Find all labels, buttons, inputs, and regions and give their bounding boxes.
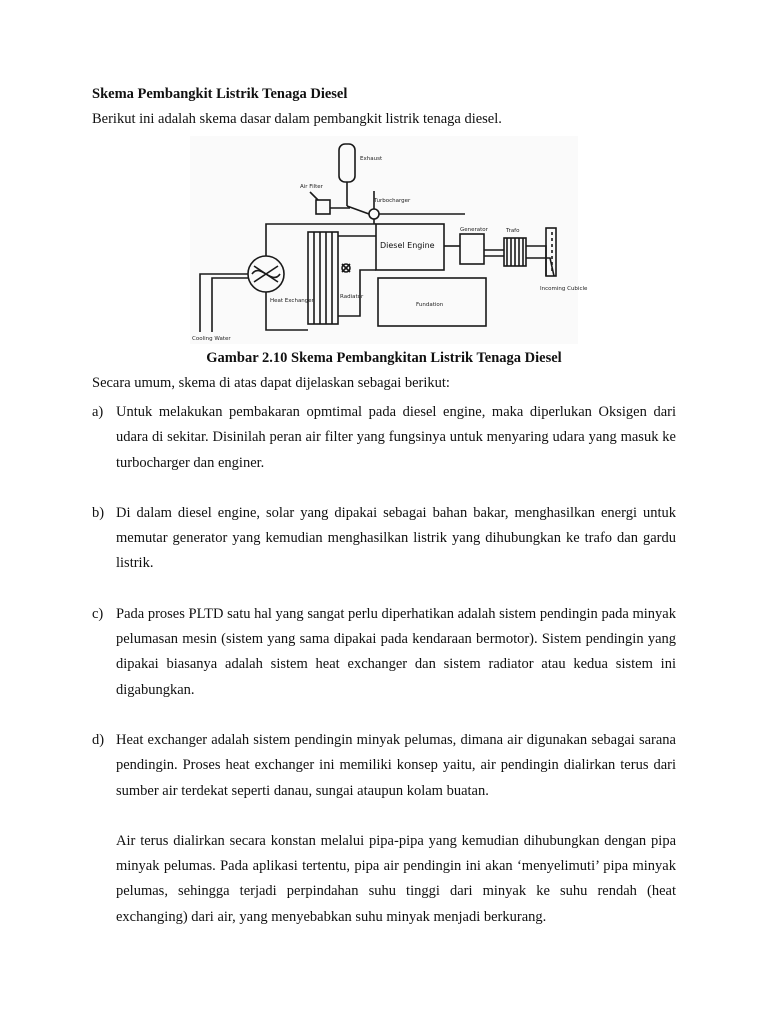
exhaust-tank <box>339 144 355 182</box>
explanation-list <box>92 400 676 930</box>
diesel-schematic-figure <box>190 136 588 344</box>
turbocharger <box>369 209 379 219</box>
list-text: Heat exchanger adalah sistem pendingin minyak pelumas, dimana air digunakan sebagai sarana pendingin. Proses heat exchanger ini memiliki konsep yaitu, air pendingin dialirkan terus dari sumber air terdekat seperti danau, sungai ataupun kolam buatan. <box>116 731 676 799</box>
diesel-schematic-diagram <box>190 136 588 344</box>
list-marker: d) <box>92 731 105 748</box>
list-item-b <box>92 501 676 577</box>
label-turbocharger: Turbocharger <box>374 198 411 204</box>
list-item-c <box>92 602 676 703</box>
list-item-d <box>92 728 676 804</box>
generator-block <box>460 234 484 264</box>
list-text: Untuk melakukan pembakaran opmtimal pada diesel engine, maka diperlukan Oksigen dari udara di sekitar. Disinilah peran air filter yang fungsinya untuk menyaring udara yang masuk ke turbocharger dan enginer. <box>116 404 676 471</box>
label-incoming-cubicle: Incoming Cubicle <box>540 286 588 292</box>
continuation-paragraph: Air terus dialirkan secara konstan melalui pipa-pipa yang kemudian dihubungkan dengan pipa minyak pelumas. Pada aplikasi tertentu, pipa air pendingin ini akan ‘menyelimuti’ pipa minyak pelumas, sehingga terjadi perpindahan suhu tinggi dari minyak ke suhu rendah (heat exchanging) dari air, yang menyebabkan suhu minyak menjadi berkurang. <box>116 832 676 925</box>
figure-caption: Gambar 2.10 Skema Pembangkitan Listrik Tenaga Diesel <box>206 350 562 366</box>
list-text: Di dalam diesel engine, solar yang dipakai sebagai bahan bakar, menghasilkan energi untuk memutar generator yang kemudian menghasilkan listrik yang dihubungkan ke trafo dan gardu listrik. <box>116 504 676 572</box>
label-cooling-water: Cooling Water <box>192 336 231 342</box>
figure-labels <box>192 156 588 342</box>
label-radiator: Radiator <box>340 294 364 300</box>
label-heat-exchanger: Heat Exchanger <box>270 298 314 304</box>
label-diesel-engine: Diesel Engine <box>380 241 435 250</box>
label-exhaust: Exhaust <box>360 156 383 162</box>
summary-text: Secara umum, skema di atas dapat dijelaskan sebagai berikut: <box>92 375 450 391</box>
radiator-block <box>308 232 338 324</box>
list-marker: c) <box>92 605 104 622</box>
label-trafo: Trafo <box>506 228 520 234</box>
label-generator: Generator <box>460 227 488 233</box>
label-fundation: Fundation <box>416 302 444 308</box>
list-marker: b) <box>92 504 105 521</box>
list-marker: a) <box>92 404 104 420</box>
list-text: Pada proses PLTD satu hal yang sangat perlu diperhatikan adalah sistem pendingin pada minyak pelumasan mesin (sistem yang sama dipakai pada kendaraan bermotor). Sistem pendingin yang dipakai biasanya adalah sistem heat exchanger dan sistem radiator atau kedua sistem ini digabungkan. <box>116 605 676 698</box>
label-air-filter: Air Filter <box>300 184 323 190</box>
air-filter-box <box>316 200 330 214</box>
incoming-cubicle <box>546 228 556 276</box>
list-item-a <box>92 400 676 476</box>
intro-text: Berikut ini adalah skema dasar dalam pembangkit listrik tenaga diesel. <box>92 111 502 127</box>
document-title: Skema Pembangkit Listrik Tenaga Diesel <box>92 86 348 102</box>
